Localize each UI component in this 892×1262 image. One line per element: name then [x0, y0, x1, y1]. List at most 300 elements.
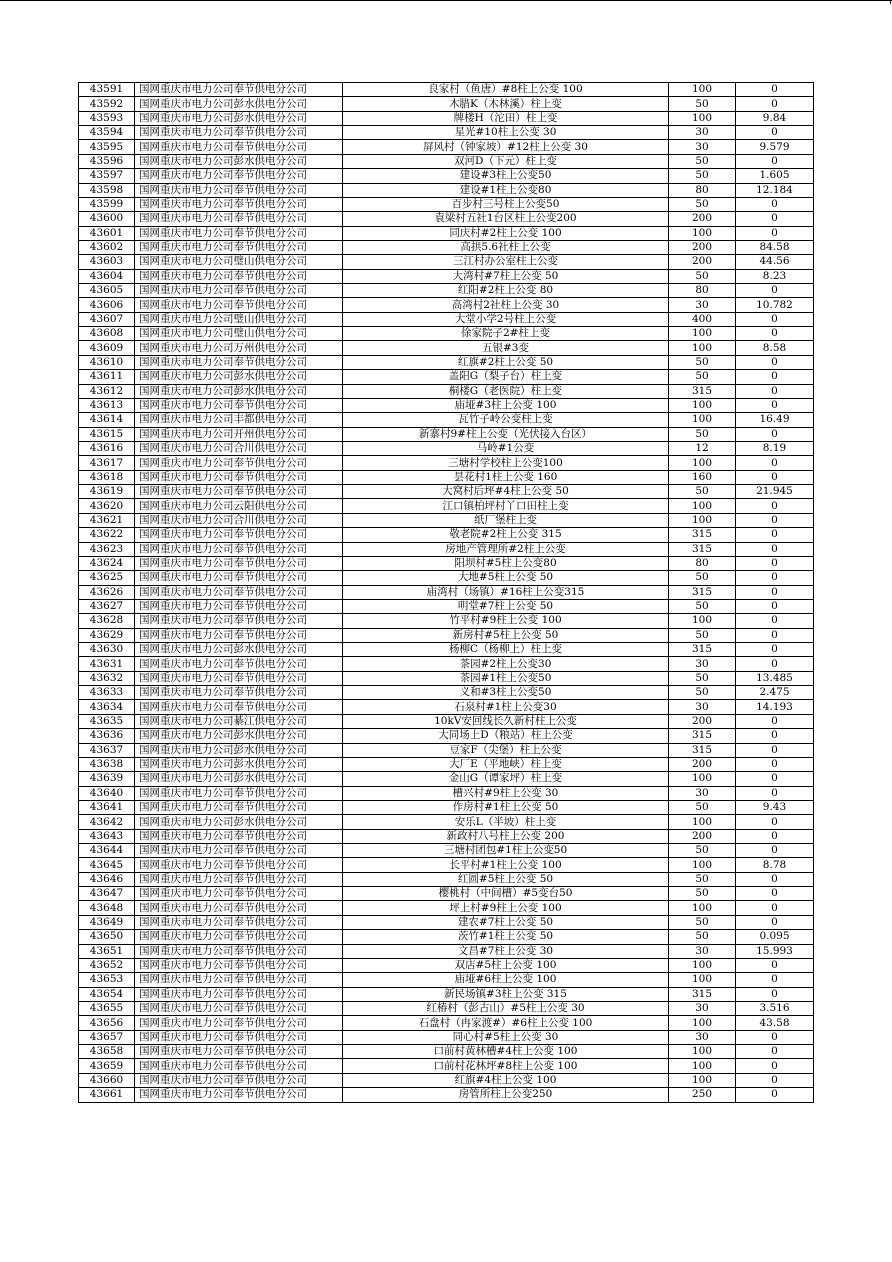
table-row	[79, 513, 814, 527]
capacity-cell: 50	[669, 485, 736, 499]
row-id-cell: 43613	[79, 398, 135, 412]
row-id-cell: 43632	[79, 671, 135, 685]
capacity-cell: 315	[669, 542, 736, 556]
row-id-cell: 43639	[79, 772, 135, 786]
table-row	[79, 398, 814, 412]
table-row	[79, 729, 814, 743]
row-id-cell: 43597	[79, 169, 135, 183]
transformer-name-cell: 牌楼H（沱田）柱上变	[343, 111, 669, 125]
capacity-cell: 80	[669, 284, 736, 298]
transformer-name-cell: 明堂#7柱上公变 50	[343, 599, 669, 613]
row-id-cell: 43634	[79, 700, 135, 714]
row-id-cell: 43618	[79, 470, 135, 484]
capacity-cell: 80	[669, 556, 736, 570]
row-id-cell: 43630	[79, 643, 135, 657]
row-id-cell: 43605	[79, 284, 135, 298]
transformer-name-cell: 屏风村（钟家坡）#12柱上公变 30	[343, 140, 669, 154]
capacity-cell: 200	[669, 212, 736, 226]
row-id-cell: 43591	[79, 83, 135, 97]
company-cell: 国网重庆市电力公司奉节供电分公司	[135, 226, 343, 240]
company-cell: 国网重庆市电力公司合川供电分公司	[135, 513, 343, 527]
value-cell: 0	[736, 327, 814, 341]
row-id-cell: 43603	[79, 255, 135, 269]
transformer-name-cell: 百步村三号柱上公变50	[343, 197, 669, 211]
table-row	[79, 987, 814, 1001]
capacity-cell: 30	[669, 1002, 736, 1016]
transformer-name-cell: 大窝村后坪#4柱上公变 50	[343, 485, 669, 499]
capacity-cell: 250	[669, 1088, 736, 1102]
value-cell: 0	[736, 1073, 814, 1087]
company-cell: 国网重庆市电力公司奉节供电分公司	[135, 355, 343, 369]
table-row	[79, 585, 814, 599]
company-cell: 国网重庆市电力公司奉节供电分公司	[135, 298, 343, 312]
capacity-cell: 100	[669, 327, 736, 341]
company-cell: 国网重庆市电力公司奉节供电分公司	[135, 398, 343, 412]
transformer-name-cell: 大堂小学2号柱上公变	[343, 312, 669, 326]
row-id-cell: 43600	[79, 212, 135, 226]
transformer-name-cell: 纸厂堡柱上变	[343, 513, 669, 527]
capacity-cell: 100	[669, 513, 736, 527]
transformer-name-cell: 三江村办公室柱上公变	[343, 255, 669, 269]
value-cell: 0	[736, 384, 814, 398]
capacity-cell: 100	[669, 341, 736, 355]
row-id-cell: 43621	[79, 513, 135, 527]
transformer-name-cell: 高拱5.6社柱上公变	[343, 240, 669, 254]
value-cell: 84.58	[736, 240, 814, 254]
transformer-name-cell: 盖阳G（梨子台）柱上变	[343, 370, 669, 384]
page-top-border	[0, 0, 892, 1]
table-row	[79, 83, 814, 97]
company-cell: 国网重庆市电力公司奉节供电分公司	[135, 542, 343, 556]
company-cell: 国网重庆市电力公司奉节供电分公司	[135, 1016, 343, 1030]
company-cell: 国网重庆市电力公司奉节供电分公司	[135, 800, 343, 814]
table-row	[79, 456, 814, 470]
table-row	[79, 528, 814, 542]
value-cell: 0	[736, 973, 814, 987]
capacity-cell: 200	[669, 714, 736, 728]
transformer-name-cell: 茨竹#1柱上公变 50	[343, 930, 669, 944]
transformer-name-cell: 豆家F（尖堡）柱上公变	[343, 743, 669, 757]
value-cell: 0	[736, 1059, 814, 1073]
company-cell: 国网重庆市电力公司奉节供电分公司	[135, 571, 343, 585]
table-row	[79, 1073, 814, 1087]
row-id-cell: 43595	[79, 140, 135, 154]
value-cell: 0	[736, 901, 814, 915]
value-cell: 8.19	[736, 441, 814, 455]
value-cell: 0	[736, 729, 814, 743]
company-cell: 国网重庆市电力公司奉节供电分公司	[135, 169, 343, 183]
capacity-cell: 100	[669, 772, 736, 786]
company-cell: 国网重庆市电力公司奉节供电分公司	[135, 671, 343, 685]
company-cell: 国网重庆市电力公司丰都供电分公司	[135, 413, 343, 427]
table-row	[79, 1045, 814, 1059]
capacity-cell: 100	[669, 1059, 736, 1073]
transformer-name-cell: 大湾村#7柱上公变 50	[343, 269, 669, 283]
table-row	[79, 212, 814, 226]
table-row	[79, 958, 814, 972]
company-cell: 国网重庆市电力公司彭水供电分公司	[135, 384, 343, 398]
row-id-cell: 43633	[79, 686, 135, 700]
table-row	[79, 441, 814, 455]
capacity-cell: 50	[669, 97, 736, 111]
capacity-cell: 50	[669, 370, 736, 384]
company-cell: 国网重庆市电力公司璧山供电分公司	[135, 255, 343, 269]
row-id-cell: 43609	[79, 341, 135, 355]
value-cell: 0	[736, 772, 814, 786]
capacity-cell: 100	[669, 1016, 736, 1030]
company-cell: 国网重庆市电力公司奉节供电分公司	[135, 686, 343, 700]
capacity-cell: 400	[669, 312, 736, 326]
capacity-cell: 50	[669, 671, 736, 685]
company-cell: 国网重庆市电力公司开州供电分公司	[135, 427, 343, 441]
company-cell: 国网重庆市电力公司彭水供电分公司	[135, 729, 343, 743]
value-cell: 0	[736, 499, 814, 513]
transformer-name-cell: 徐家院子2#柱上变	[343, 327, 669, 341]
transformer-name-cell: 红旗#2柱上公变 50	[343, 355, 669, 369]
table-row	[79, 183, 814, 197]
capacity-cell: 50	[669, 930, 736, 944]
capacity-cell: 50	[669, 169, 736, 183]
row-id-cell: 43640	[79, 786, 135, 800]
company-cell: 国网重庆市电力公司奉节供电分公司	[135, 657, 343, 671]
value-cell: 0	[736, 872, 814, 886]
table-row	[79, 686, 814, 700]
company-cell: 国网重庆市电力公司奉节供电分公司	[135, 126, 343, 140]
value-cell: 8.78	[736, 858, 814, 872]
table-row	[79, 154, 814, 168]
company-cell: 国网重庆市电力公司万州供电分公司	[135, 341, 343, 355]
capacity-cell: 50	[669, 269, 736, 283]
table-row	[79, 599, 814, 613]
capacity-cell: 100	[669, 1073, 736, 1087]
table-row	[79, 714, 814, 728]
transformer-name-cell: 茶园#2柱上公变30	[343, 657, 669, 671]
row-id-cell: 43651	[79, 944, 135, 958]
table-row	[79, 413, 814, 427]
row-id-cell: 43593	[79, 111, 135, 125]
table-row	[79, 743, 814, 757]
table-row	[79, 844, 814, 858]
value-cell: 15.993	[736, 944, 814, 958]
transformer-name-cell: 建设#1柱上公变80	[343, 183, 669, 197]
row-id-cell: 43607	[79, 312, 135, 326]
value-cell: 0	[736, 757, 814, 771]
value-cell: 0	[736, 312, 814, 326]
value-cell: 0	[736, 542, 814, 556]
row-id-cell: 43660	[79, 1073, 135, 1087]
transformer-name-cell: 樱桃村（中间槽）#5变台50	[343, 887, 669, 901]
company-cell: 国网重庆市电力公司奉节供电分公司	[135, 987, 343, 1001]
transformer-name-cell: 安乐L（半坡）柱上变	[343, 815, 669, 829]
value-cell: 13.485	[736, 671, 814, 685]
table-row	[79, 470, 814, 484]
transformer-name-cell: 阳坝村#5柱上公变80	[343, 556, 669, 570]
capacity-cell: 100	[669, 499, 736, 513]
company-cell: 国网重庆市电力公司奉节供电分公司	[135, 700, 343, 714]
row-id-cell: 43650	[79, 930, 135, 944]
row-id-cell: 43614	[79, 413, 135, 427]
company-cell: 国网重庆市电力公司奉节供电分公司	[135, 197, 343, 211]
row-id-cell: 43657	[79, 1030, 135, 1044]
company-cell: 国网重庆市电力公司奉节供电分公司	[135, 83, 343, 97]
table-row	[79, 829, 814, 843]
transformer-name-cell: 新房村#5柱上公变 50	[343, 628, 669, 642]
value-cell: 10.782	[736, 298, 814, 312]
table-row	[79, 628, 814, 642]
transformer-name-cell: 文昌#7柱上公变 30	[343, 944, 669, 958]
table-row	[79, 111, 814, 125]
company-cell: 国网重庆市电力公司奉节供电分公司	[135, 1002, 343, 1016]
transformer-name-cell: 袁梁村五社1台区柱上公变200	[343, 212, 669, 226]
transformer-name-cell: 房管所柱上公变250	[343, 1088, 669, 1102]
value-cell: 1.605	[736, 169, 814, 183]
row-id-cell: 43652	[79, 958, 135, 972]
table-row	[79, 1059, 814, 1073]
row-id-cell: 43620	[79, 499, 135, 513]
company-cell: 国网重庆市电力公司彭水供电分公司	[135, 111, 343, 125]
company-cell: 国网重庆市电力公司云阳供电分公司	[135, 499, 343, 513]
company-cell: 国网重庆市电力公司奉节供电分公司	[135, 872, 343, 886]
company-cell: 国网重庆市电力公司彭水供电分公司	[135, 643, 343, 657]
value-cell: 0	[736, 83, 814, 97]
row-id-cell: 43594	[79, 126, 135, 140]
value-cell: 0	[736, 571, 814, 585]
transformer-name-cell: 桐楼G（老医院）柱上变	[343, 384, 669, 398]
transformer-name-cell: 良家村（鱼唐）#8柱上公变 100	[343, 83, 669, 97]
row-id-cell: 43626	[79, 585, 135, 599]
table-row	[79, 485, 814, 499]
capacity-cell: 315	[669, 585, 736, 599]
value-cell: 44.56	[736, 255, 814, 269]
row-id-cell: 43637	[79, 743, 135, 757]
transformer-name-cell: 新寨村9#柱上公变（光伏接入台区）	[343, 427, 669, 441]
value-cell: 0	[736, 556, 814, 570]
transformer-name-cell: 木腊K（木林溪）柱上变	[343, 97, 669, 111]
transformer-name-cell: 义和#3柱上公变50	[343, 686, 669, 700]
capacity-cell: 50	[669, 915, 736, 929]
transformer-name-cell: 竹平村#9柱上公变 100	[343, 614, 669, 628]
company-cell: 国网重庆市电力公司奉节供电分公司	[135, 556, 343, 570]
company-cell: 国网重庆市电力公司彭水供电分公司	[135, 370, 343, 384]
page-corner-mark	[890, 0, 891, 4]
table-row	[79, 915, 814, 929]
company-cell: 国网重庆市电力公司彭水供电分公司	[135, 815, 343, 829]
value-cell: 12.184	[736, 183, 814, 197]
transformer-name-cell: 槽兴村#9柱上公变 30	[343, 786, 669, 800]
transformer-name-cell: 大地#5柱上公变 50	[343, 571, 669, 585]
transformer-name-cell: 长平村#1柱上公变 100	[343, 858, 669, 872]
row-id-cell: 43654	[79, 987, 135, 1001]
row-id-cell: 43627	[79, 599, 135, 613]
capacity-cell: 100	[669, 111, 736, 125]
row-id-cell: 43638	[79, 757, 135, 771]
transformer-name-cell: 作房村#1柱上公变 50	[343, 800, 669, 814]
value-cell: 0	[736, 370, 814, 384]
value-cell: 0	[736, 958, 814, 972]
row-id-cell: 43611	[79, 370, 135, 384]
table-row	[79, 973, 814, 987]
capacity-cell: 50	[669, 355, 736, 369]
capacity-cell: 200	[669, 240, 736, 254]
transformer-name-cell: 10kV安回线长久新村柱上公变	[343, 714, 669, 728]
value-cell: 0	[736, 154, 814, 168]
row-id-cell: 43628	[79, 614, 135, 628]
company-cell: 国网重庆市电力公司奉节供电分公司	[135, 240, 343, 254]
table-row	[79, 901, 814, 915]
table-row	[79, 427, 814, 441]
table-row	[79, 671, 814, 685]
transformer-name-cell: 大厂E（平地峡）柱上变	[343, 757, 669, 771]
table-row	[79, 657, 814, 671]
transformer-name-cell: 庙垭#6柱上公变 100	[343, 973, 669, 987]
capacity-cell: 100	[669, 815, 736, 829]
transformer-name-cell: 建设#3柱上公变50	[343, 169, 669, 183]
row-id-cell: 43648	[79, 901, 135, 915]
table-row	[79, 327, 814, 341]
table-row	[79, 370, 814, 384]
capacity-cell: 315	[669, 743, 736, 757]
table-row	[79, 269, 814, 283]
capacity-cell: 30	[669, 126, 736, 140]
table-row	[79, 1088, 814, 1102]
table-row	[79, 786, 814, 800]
table-row	[79, 499, 814, 513]
transformer-name-cell: 庙湾村（场镇）#16柱上公变315	[343, 585, 669, 599]
row-id-cell: 43610	[79, 355, 135, 369]
value-cell: 0	[736, 887, 814, 901]
value-cell: 8.58	[736, 341, 814, 355]
capacity-cell: 12	[669, 441, 736, 455]
value-cell: 0	[736, 197, 814, 211]
transformer-name-cell: 红椿村（彭古山）#5柱上公变 30	[343, 1002, 669, 1016]
company-cell: 国网重庆市电力公司奉节供电分公司	[135, 212, 343, 226]
value-cell: 0	[736, 786, 814, 800]
table-row	[79, 815, 814, 829]
row-id-cell: 43644	[79, 844, 135, 858]
capacity-cell: 50	[669, 844, 736, 858]
row-id-cell: 43643	[79, 829, 135, 843]
transformer-name-cell: 红圆#5柱上公变 50	[343, 872, 669, 886]
row-id-cell: 43598	[79, 183, 135, 197]
row-id-cell: 43653	[79, 973, 135, 987]
table-row	[79, 298, 814, 312]
transformer-name-cell: 金山G（谭家坪）柱上变	[343, 772, 669, 786]
company-cell: 国网重庆市电力公司彭水供电分公司	[135, 97, 343, 111]
transformer-name-cell: 高湾村2社柱上公变 30	[343, 298, 669, 312]
capacity-cell: 315	[669, 987, 736, 1001]
transformer-name-cell: 房地产管理所#2柱上公变	[343, 542, 669, 556]
capacity-cell: 315	[669, 643, 736, 657]
capacity-cell: 80	[669, 183, 736, 197]
capacity-cell: 100	[669, 901, 736, 915]
value-cell: 0	[736, 657, 814, 671]
row-id-cell: 43647	[79, 887, 135, 901]
transformer-name-cell: 茶园#1柱上公变50	[343, 671, 669, 685]
value-cell: 21.945	[736, 485, 814, 499]
value-cell: 2.475	[736, 686, 814, 700]
capacity-cell: 315	[669, 528, 736, 542]
table-row	[79, 700, 814, 714]
capacity-cell: 160	[669, 470, 736, 484]
transformer-name-cell: 三塘村学校柱上公变100	[343, 456, 669, 470]
row-id-cell: 43658	[79, 1045, 135, 1059]
transformer-name-cell: 双店#5柱上公变 100	[343, 958, 669, 972]
company-cell: 国网重庆市电力公司奉节供电分公司	[135, 585, 343, 599]
transformer-name-cell: 敬老院#2柱上公变 315	[343, 528, 669, 542]
company-cell: 国网重庆市电力公司奉节供电分公司	[135, 628, 343, 642]
table-row	[79, 944, 814, 958]
company-cell: 国网重庆市电力公司彭水供电分公司	[135, 154, 343, 168]
value-cell: 3.516	[736, 1002, 814, 1016]
row-id-cell: 43635	[79, 714, 135, 728]
transformer-name-cell: 红旗#4柱上公变 100	[343, 1073, 669, 1087]
row-id-cell: 43619	[79, 485, 135, 499]
table-row	[79, 571, 814, 585]
row-id-cell: 43604	[79, 269, 135, 283]
row-id-cell: 43608	[79, 327, 135, 341]
value-cell: 0	[736, 355, 814, 369]
value-cell: 0	[736, 987, 814, 1001]
company-cell: 国网重庆市电力公司奉节供电分公司	[135, 858, 343, 872]
value-cell: 0	[736, 1045, 814, 1059]
company-cell: 国网重庆市电力公司合川供电分公司	[135, 441, 343, 455]
company-cell: 国网重庆市电力公司彭水供电分公司	[135, 743, 343, 757]
table-row	[79, 255, 814, 269]
row-id-cell: 43623	[79, 542, 135, 556]
table-row	[79, 772, 814, 786]
company-cell: 国网重庆市电力公司奉节供电分公司	[135, 1073, 343, 1087]
table-row	[79, 169, 814, 183]
row-id-cell: 43617	[79, 456, 135, 470]
company-cell: 国网重庆市电力公司彭水供电分公司	[135, 757, 343, 771]
company-cell: 国网重庆市电力公司彭水供电分公司	[135, 772, 343, 786]
row-id-cell: 43606	[79, 298, 135, 312]
capacity-cell: 200	[669, 829, 736, 843]
table-row	[79, 197, 814, 211]
transformer-name-cell: 坪上村#9柱上公变 100	[343, 901, 669, 915]
transformer-name-cell: 星光#10柱上公变 30	[343, 126, 669, 140]
capacity-cell: 100	[669, 226, 736, 240]
capacity-cell: 30	[669, 700, 736, 714]
capacity-cell: 100	[669, 958, 736, 972]
row-id-cell: 43631	[79, 657, 135, 671]
company-cell: 国网重庆市电力公司奉节供电分公司	[135, 1045, 343, 1059]
value-cell: 0	[736, 398, 814, 412]
table-row	[79, 1030, 814, 1044]
company-cell: 国网重庆市电力公司奉节供电分公司	[135, 901, 343, 915]
table-row	[79, 97, 814, 111]
value-cell: 0	[736, 1088, 814, 1102]
capacity-cell: 100	[669, 398, 736, 412]
row-id-cell: 43601	[79, 226, 135, 240]
transformer-name-cell: 瓦竹子岭公变柱上变	[343, 413, 669, 427]
capacity-cell: 50	[669, 154, 736, 168]
value-cell: 43.58	[736, 1016, 814, 1030]
value-cell: 0	[736, 599, 814, 613]
capacity-cell: 30	[669, 786, 736, 800]
row-id-cell: 43622	[79, 528, 135, 542]
capacity-cell: 100	[669, 973, 736, 987]
capacity-cell: 100	[669, 456, 736, 470]
row-id-cell: 43599	[79, 197, 135, 211]
row-id-cell: 43615	[79, 427, 135, 441]
value-cell: 8.23	[736, 269, 814, 283]
capacity-cell: 30	[669, 944, 736, 958]
capacity-cell: 315	[669, 729, 736, 743]
value-cell: 9.84	[736, 111, 814, 125]
capacity-cell: 30	[669, 140, 736, 154]
value-cell: 14.193	[736, 700, 814, 714]
